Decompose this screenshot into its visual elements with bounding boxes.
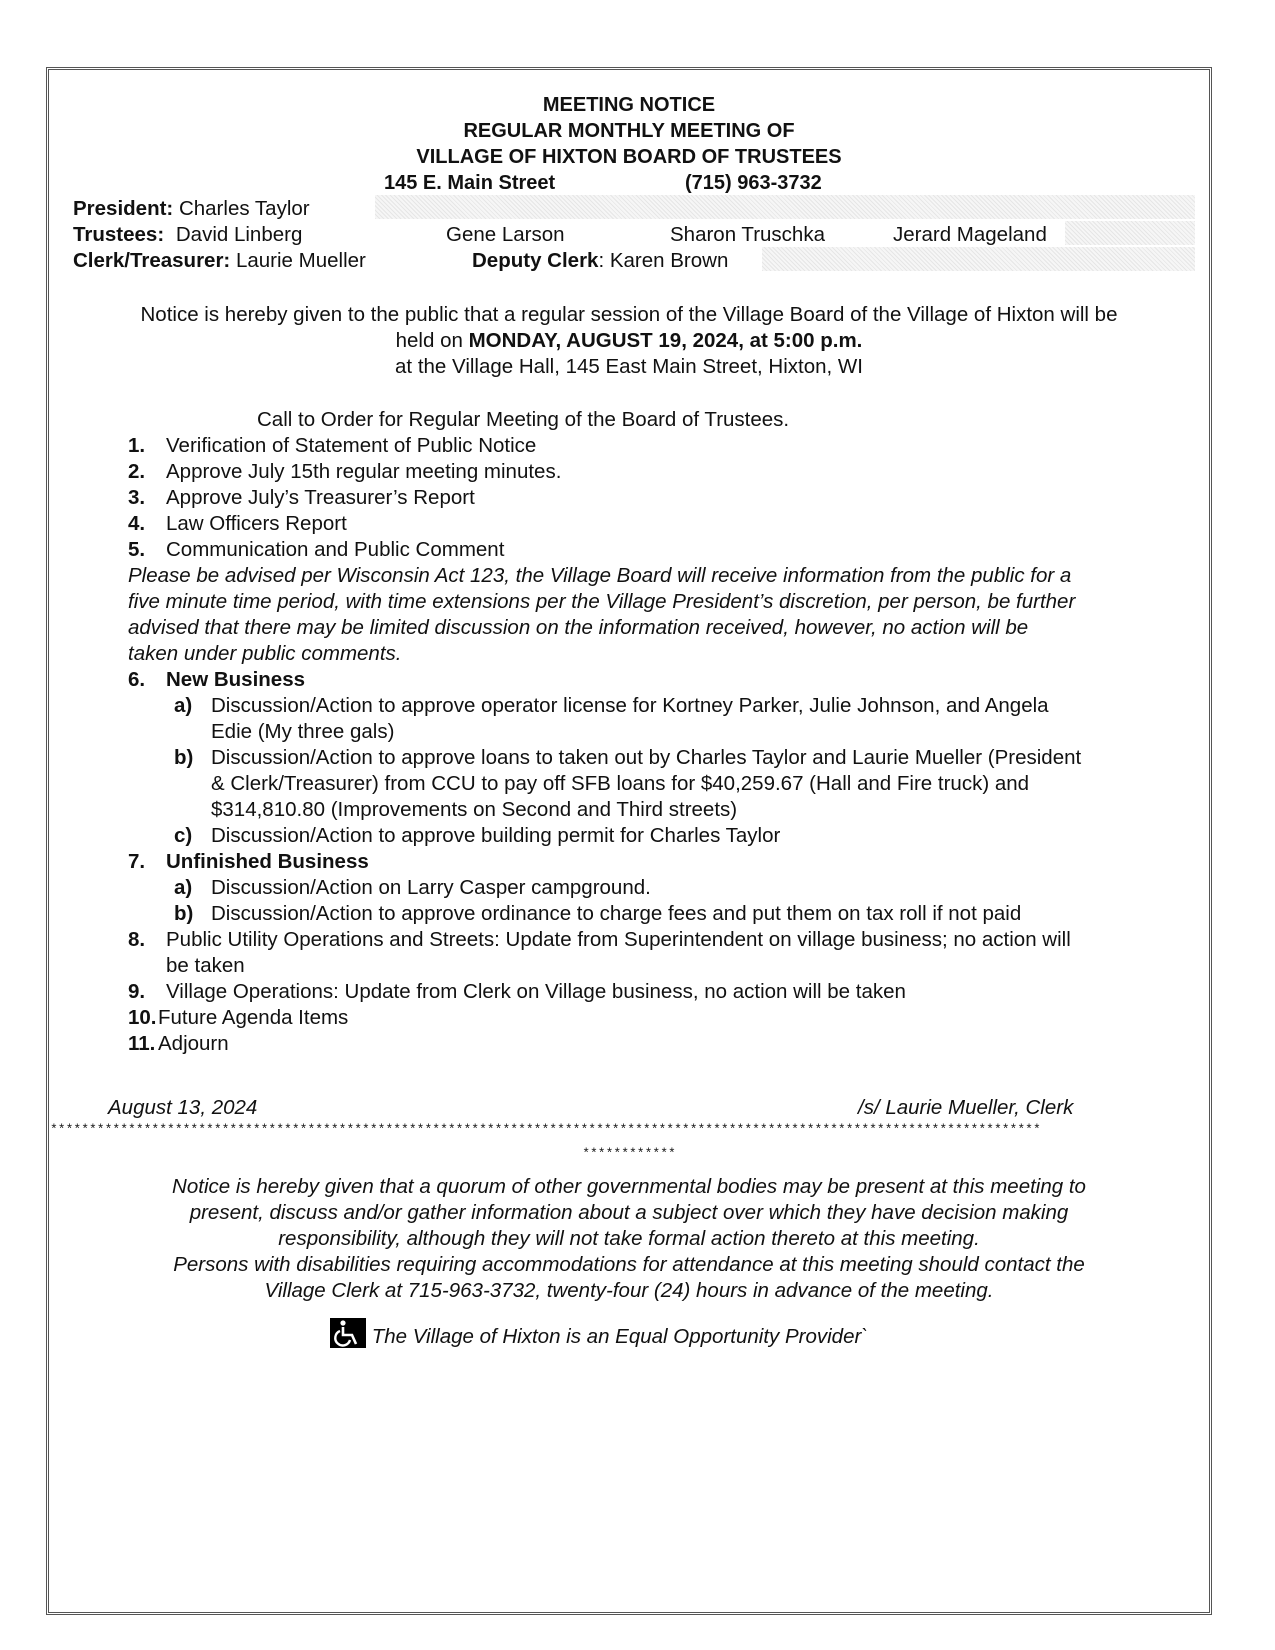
item-number: 10. [128,1006,157,1029]
item-text: Approve July 15th regular meeting minutes. [166,460,562,483]
item-number: 9. [128,980,146,1003]
disability-notice: Village Clerk at 715-963-3732, twenty-four (24) hours in advance of the meeting. [264,1279,994,1302]
shaded-region [375,195,1195,219]
item-number: 2. [128,460,146,483]
item-text: be taken [166,954,245,977]
trustee-name: Gene Larson [446,223,565,246]
item-text: Approve July’s Treasurer’s Report [166,486,475,509]
clerk-row [73,248,366,274]
sub-item [174,875,651,901]
disability-notice: Persons with disabilities requiring accommodations for attendance at this meeting should contact the [173,1253,1085,1276]
sub-text: $314,810.80 (Improvements on Second and Third streets) [211,798,738,821]
agenda-item [128,979,906,1005]
item-number: 6. [128,668,146,691]
sub-letter: c) [174,824,193,847]
sub-item [174,823,780,849]
item-number: 8. [128,928,146,951]
notice-date: August 13, 2024 [108,1096,258,1119]
public-comment-note: five minute time period, with time extensions per the Village President’s discretion, per person, be further [128,590,1076,613]
quorum-notice: responsibility, although they will not take formal action thereto at this meeting. [278,1227,980,1250]
sub-letter: a) [174,694,193,717]
quorum-notice: Notice is hereby given that a quorum of other governmental bodies may be present at this meeting to [172,1175,1086,1198]
agenda-item-unfinished-business [128,849,369,875]
clerk-signature: /s/ Laurie Mueller, Clerk [858,1096,1074,1119]
president-name: Charles Taylor [178,197,310,220]
sub-item [174,693,1049,719]
agenda-item-new-business [128,667,305,693]
deputy-row [472,248,728,274]
shaded-region [1065,221,1195,245]
item-number: 1. [128,434,146,457]
equal-opportunity-text: The Village of Hixton is an Equal Opportunity Provider` [371,1325,869,1348]
sub-text: Discussion/Action to approve ordinance to charge fees and put them on tax roll if not paid [211,902,1022,925]
item-number: 3. [128,486,146,509]
item-number: 4. [128,512,146,535]
sub-item [174,901,1021,927]
board-name: VILLAGE OF HIXTON BOARD OF TRUSTEES [416,146,842,168]
agenda-item [128,1005,348,1031]
item-number: 11. [128,1032,156,1055]
agenda-item [128,459,561,485]
agenda-item [128,537,504,563]
separator-short: ************ [582,1146,676,1161]
notice-prefix: held on [395,329,469,352]
notice-line: Notice is hereby given to the public that a regular session of the Village Board of the Village of Hixton will be [140,303,1118,326]
separator-line: ******************************************************************************************************************************* [50,1122,1041,1137]
item-text: Village Operations: Update from Clerk on Village business, no action will be taken [166,980,906,1003]
agenda-item [128,511,347,537]
public-comment-note: Please be advised per Wisconsin Act 123, the Village Board will receive information from the public for a [128,564,1072,587]
item-text: Future Agenda Items [158,1006,349,1029]
meeting-type: REGULAR MONTHLY MEETING OF [463,120,795,142]
deputy-label: Deputy Clerk [472,249,599,272]
sub-text: Discussion/Action to approve operator license for Kortney Parker, Julie Johnson, and Angela [211,694,1049,717]
notice-title: MEETING NOTICE [542,94,716,116]
trustees-label: Trustees: [73,223,165,246]
item-number: 5. [128,538,146,561]
trustee-name: Sharon Truschka [670,223,825,246]
agenda-item [128,433,536,459]
item-text: Verification of Statement of Public Notice [166,434,537,457]
trustee-name: Jerard Mageland [893,223,1047,246]
sub-text: Edie (My three gals) [211,720,395,743]
equal-opportunity-row [330,1318,868,1350]
public-comment-note: advised that there may be limited discussion on the information received, however, no action will be [128,616,1029,639]
sub-letter: b) [174,746,194,769]
public-comment-note: taken under public comments. [128,642,402,665]
call-to-order: Call to Order for Regular Meeting of the Board of Trustees. [257,408,790,431]
address: 145 E. Main Street [384,172,556,194]
item-text: Law Officers Report [166,512,347,535]
sub-text: Discussion/Action to approve building permit for Charles Taylor [211,824,781,847]
agenda-item [128,1031,229,1057]
meeting-location: at the Village Hall, 145 East Main Street, Hixton, WI [395,355,863,378]
sub-item [174,745,1081,771]
meeting-date: MONDAY, AUGUST 19, 2024, at 5:00 p.m. [468,329,863,352]
item-number: 7. [128,850,146,873]
agenda-item [128,927,1071,953]
clerk-label: Clerk/Treasurer: [73,249,231,272]
sub-text: Discussion/Action on Larry Casper campground. [211,876,651,899]
sub-text: & Clerk/Treasurer) from CCU to pay off SFB loans for $40,259.67 (Hall and Fire truck) and [211,772,1030,795]
shaded-region [762,247,1195,271]
president-row [73,196,310,222]
item-text: Communication and Public Comment [166,538,505,561]
clerk-name: Laurie Mueller [235,249,366,272]
trustees-row [73,222,302,248]
sub-letter: b) [174,902,194,925]
trustee-name: David Linberg [175,223,303,246]
wheelchair-accessibility-icon [330,1318,366,1348]
phone: (715) 963-3732 [685,172,822,194]
agenda-item [128,485,475,511]
item-title: Unfinished Business [166,850,369,873]
president-label: President: [73,197,174,220]
meeting-datetime [46,328,1212,354]
item-title: New Business [166,668,305,691]
quorum-notice: present, discuss and/or gather information about a subject over which they have decision making [189,1201,1069,1224]
item-text: Public Utility Operations and Streets: Update from Superintendent on village business; no action will [166,928,1071,951]
sub-letter: a) [174,876,193,899]
deputy-name: : Karen Brown [598,249,729,272]
item-text: Adjourn [158,1032,229,1055]
sub-text: Discussion/Action to approve loans to taken out by Charles Taylor and Laurie Mueller (President [211,746,1082,769]
